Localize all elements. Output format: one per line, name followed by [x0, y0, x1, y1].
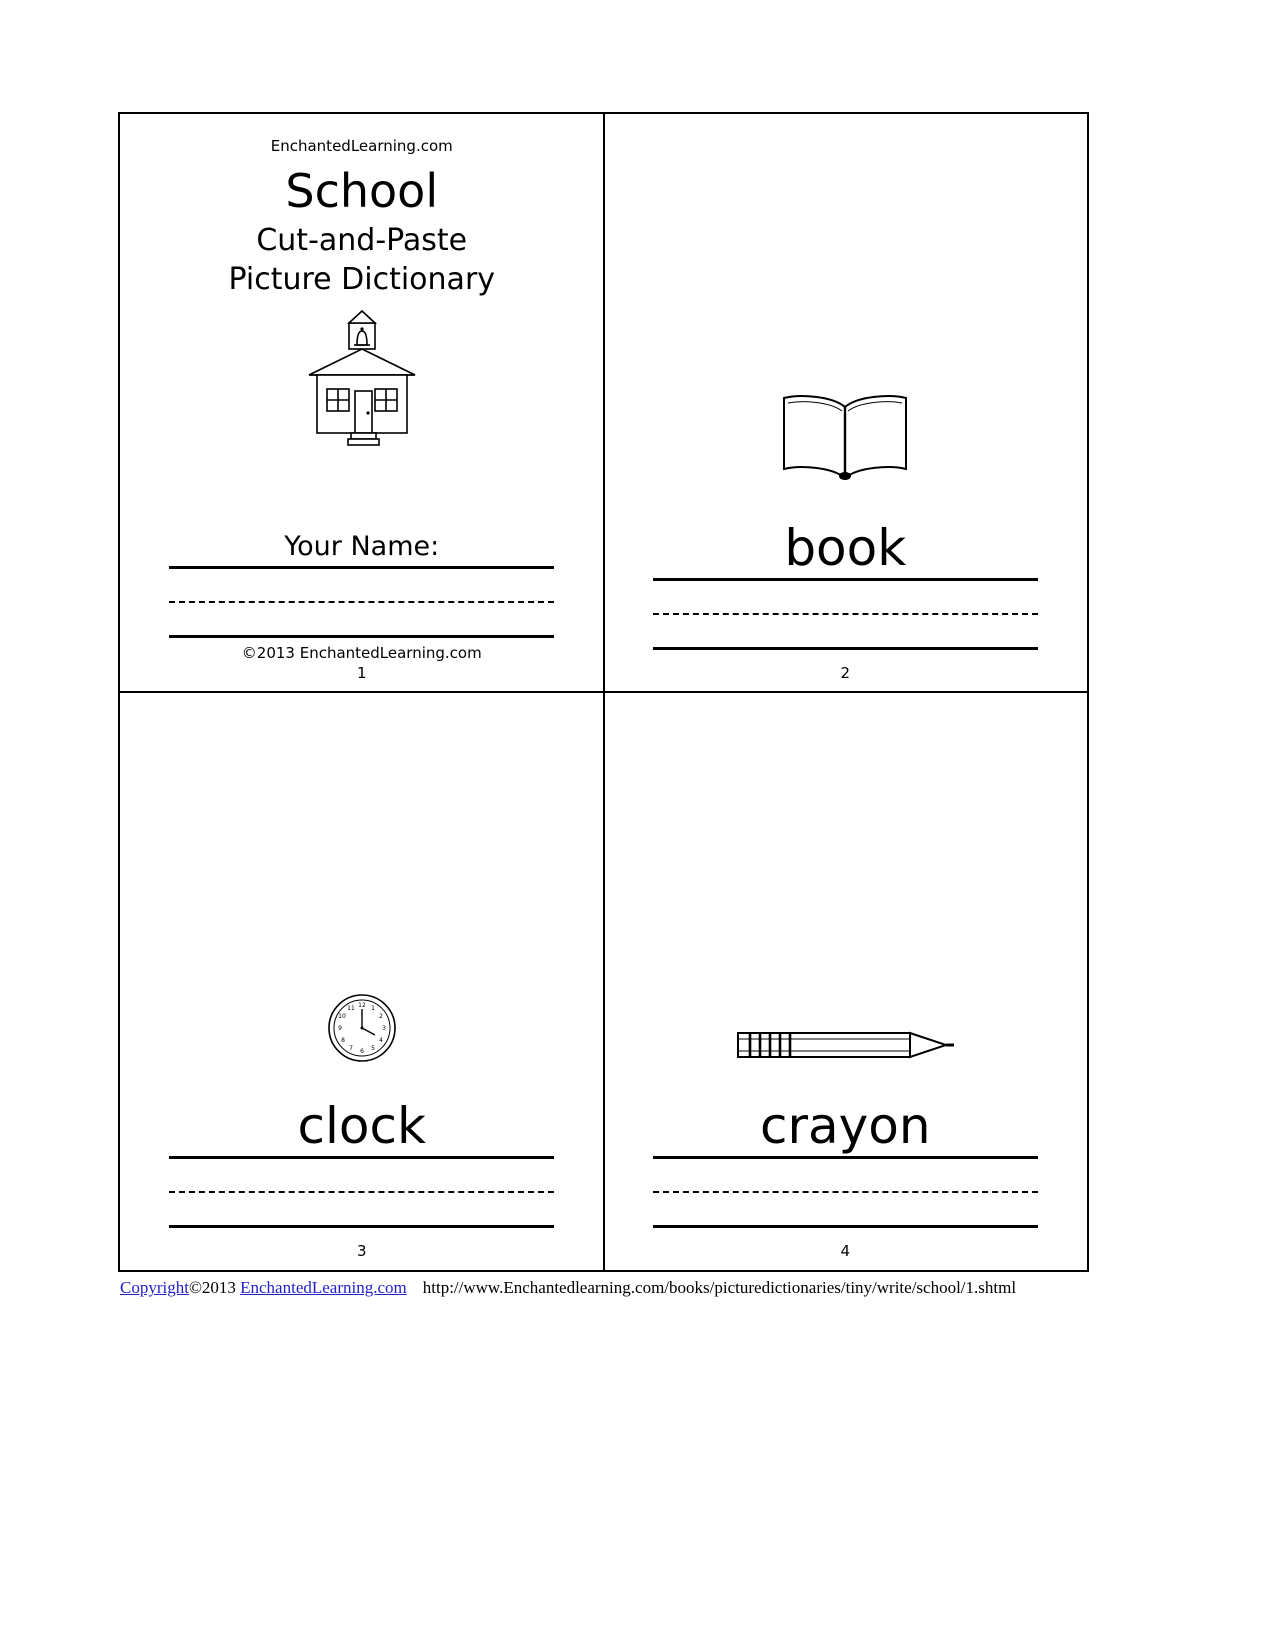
writing-lines[interactable] — [653, 578, 1038, 650]
line-bottom — [653, 1225, 1038, 1228]
open-book-icon — [770, 385, 920, 495]
copyright-notice: ©2013 EnchantedLearning.com — [241, 644, 482, 662]
writing-lines[interactable] — [169, 1156, 554, 1228]
line-middle-dashed — [653, 1191, 1038, 1193]
line-top — [653, 1156, 1038, 1159]
svg-text:10: 10 — [337, 1013, 346, 1020]
schoolhouse-icon — [297, 305, 427, 455]
svg-text:1: 1 — [370, 1005, 375, 1012]
footer — [120, 1278, 1016, 1298]
line-top — [169, 1156, 554, 1159]
page-subtitle-line1: Cut-and-Paste — [256, 223, 468, 259]
svg-text:9: 9 — [337, 1025, 342, 1032]
line-top — [653, 578, 1038, 581]
page-number: 2 — [840, 664, 851, 682]
page-number: 4 — [840, 1242, 851, 1260]
vocabulary-word: clock — [297, 1097, 426, 1155]
booklet-page-3 — [119, 691, 605, 1271]
page-number: 1 — [356, 664, 367, 682]
line-middle-dashed — [169, 1191, 554, 1193]
vocabulary-word: crayon — [759, 1097, 931, 1155]
svg-text:5: 5 — [370, 1045, 375, 1052]
site-credit: EnchantedLearning.com — [270, 137, 453, 155]
crayon-icon — [730, 1017, 960, 1073]
line-bottom — [169, 1225, 554, 1228]
enchantedlearning-link[interactable]: EnchantedLearning.com — [240, 1278, 407, 1297]
page-number: 3 — [356, 1242, 367, 1260]
line-bottom — [169, 635, 554, 638]
source-url: http://www.Enchantedlearning.com/books/picturedictionaries/tiny/write/school/1.shtml — [422, 1278, 1017, 1297]
svg-text:12: 12 — [357, 1002, 366, 1009]
copyright-link[interactable]: Copyright — [120, 1278, 189, 1297]
line-bottom — [653, 647, 1038, 650]
svg-text:3: 3 — [381, 1025, 386, 1032]
page-subtitle-line2: Picture Dictionary — [228, 262, 496, 298]
name-prompt: Your Name: — [284, 531, 440, 562]
worksheet-sheet — [118, 112, 1089, 1272]
line-middle-dashed — [169, 601, 554, 603]
svg-text:2: 2 — [378, 1013, 383, 1020]
line-middle-dashed — [653, 613, 1038, 615]
writing-lines[interactable] — [653, 1156, 1038, 1228]
booklet-page-2 — [603, 113, 1089, 693]
svg-text:8: 8 — [340, 1037, 345, 1044]
clock-icon — [317, 983, 407, 1073]
writing-lines[interactable] — [169, 566, 554, 638]
copyright-year: ©2013 — [188, 1278, 241, 1297]
svg-text:4: 4 — [378, 1037, 383, 1044]
svg-text:6: 6 — [359, 1048, 364, 1055]
booklet-page-1 — [119, 113, 605, 693]
page-title: School — [285, 164, 439, 218]
svg-text:11: 11 — [346, 1005, 355, 1012]
line-top — [169, 566, 554, 569]
svg-text:7: 7 — [348, 1045, 353, 1052]
vocabulary-word: book — [784, 519, 907, 577]
booklet-page-4 — [603, 691, 1089, 1271]
page-subtitle — [228, 221, 495, 299]
